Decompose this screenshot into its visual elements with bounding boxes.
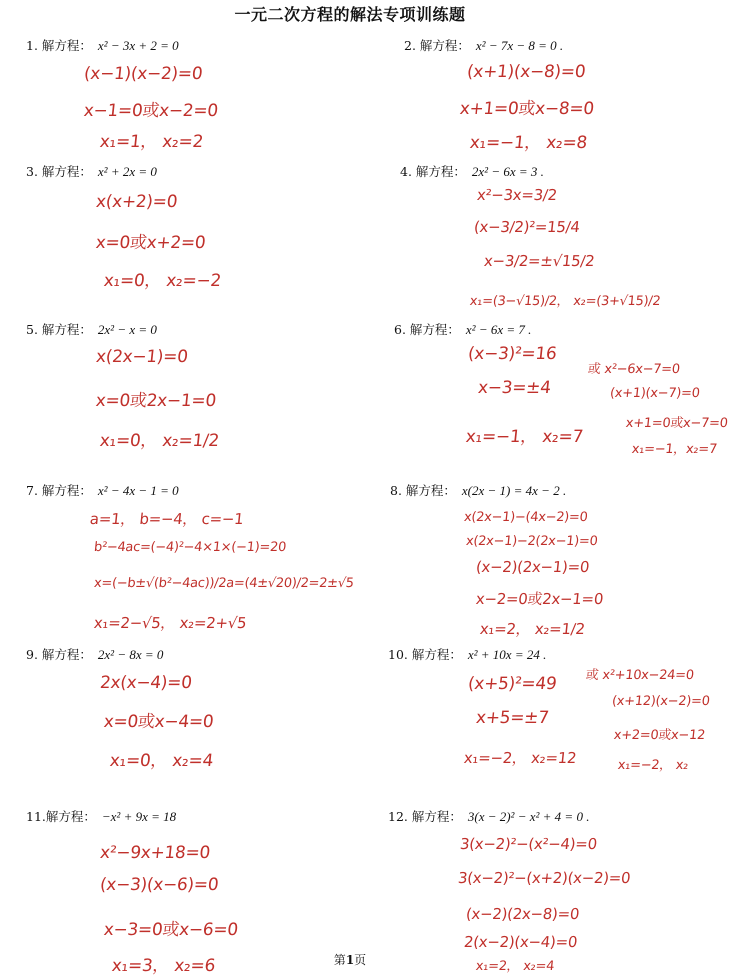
problem-label: 3. 解方程： — [26, 164, 92, 179]
handwritten-step: x−1=0或x−2=0 — [82, 101, 219, 121]
handwritten-step: a=1， b=−4， c=−1 — [89, 510, 245, 528]
handwritten-step: x₁=−2， x₂=12 — [463, 749, 578, 767]
problem-equation: x² + 2x = 0 — [97, 164, 157, 179]
handwritten-step: x+1=0或x−7=0 — [625, 416, 729, 431]
handwritten-step: (x−3)²=16 — [466, 344, 558, 364]
handwritten-step: x₁=(3−√15)/2， x₂=(3+√15)/2 — [469, 294, 662, 309]
handwritten-step: (x+12)(x−2)=0 — [611, 694, 711, 709]
problem-equation: x² + 10x = 24 . — [467, 647, 547, 662]
problem-6 — [394, 320, 531, 338]
handwritten-step: x₁=2， x₂=4 — [475, 959, 555, 974]
handwritten-step: 或 x²+10x−24=0 — [585, 668, 695, 683]
handwritten-step: x₁=−1， x₂=8 — [468, 133, 589, 153]
handwritten-step: 3(x−2)²−(x²−4)=0 — [459, 835, 598, 853]
handwritten-step: x₁=1， x₂=2 — [98, 132, 205, 152]
problem-5 — [26, 320, 157, 338]
handwritten-step: x+5=±7 — [474, 708, 550, 728]
handwritten-step: x₁=3， x₂=6 — [110, 956, 217, 976]
handwritten-step: (x−3)(x−6)=0 — [98, 875, 220, 895]
problem-equation: 2x² − 6x = 3 . — [471, 164, 544, 179]
handwritten-step: x−3=±4 — [476, 378, 552, 398]
problem-label: 8. 解方程： — [390, 483, 456, 498]
handwritten-step: x₁=−1， x₂=7 — [464, 427, 585, 447]
handwritten-step: x(2x−1)−(4x−2)=0 — [463, 510, 589, 525]
handwritten-step: x=0或x+2=0 — [94, 233, 207, 253]
problem-label: 6. 解方程： — [394, 322, 460, 337]
problem-4 — [400, 162, 544, 180]
handwritten-step: x(x+2)=0 — [94, 192, 179, 212]
problem-11 — [26, 807, 176, 825]
handwritten-step: x+1=0或x−8=0 — [458, 99, 595, 119]
page-title: 一元二次方程的解法专项训练题 — [234, 5, 466, 24]
handwritten-step: x₁=−2， x₂ — [617, 758, 689, 773]
problem-7 — [26, 481, 179, 499]
problem-12 — [388, 807, 589, 825]
problem-equation: x² − 6x = 7 . — [465, 322, 532, 337]
handwritten-step: x₁=0， x₂=1/2 — [98, 431, 221, 451]
handwritten-step: x(2x−1)=0 — [94, 347, 189, 367]
handwritten-step: x+2=0或x−12 — [613, 728, 706, 743]
handwritten-step: x=0或2x−1=0 — [94, 391, 217, 411]
problem-equation: 3(x − 2)² − x² + 4 = 0 . — [467, 809, 590, 824]
handwritten-step: (x−3/2)²=15/4 — [473, 218, 581, 236]
handwritten-step: (x−2)(2x−8)=0 — [465, 905, 581, 923]
problem-10 — [388, 645, 546, 663]
problem-equation: x² − 7x − 8 = 0 . — [475, 38, 564, 53]
page-number-value: 1 — [345, 953, 355, 967]
handwritten-step: (x−2)(2x−1)=0 — [475, 558, 591, 576]
problem-equation: 2x² − 8x = 0 — [97, 647, 164, 662]
problem-9 — [26, 645, 163, 663]
handwritten-step: (x+5)²=49 — [466, 674, 558, 694]
handwritten-step: x=(−b±√(b²−4ac))/2a=(4±√20)/2=2±√5 — [93, 576, 355, 591]
handwritten-step: x=0或x−4=0 — [102, 712, 215, 732]
handwritten-step: 2x(x−4)=0 — [98, 673, 193, 693]
problem-label: 12. 解方程： — [388, 809, 462, 824]
problem-3 — [26, 162, 157, 180]
handwritten-step: x−2=0或2x−1=0 — [475, 590, 605, 608]
problem-label: 11.解方程： — [26, 809, 96, 824]
handwritten-step: x₁=−1，x₂=7 — [631, 442, 718, 457]
handwritten-step: 2(x−2)(x−4)=0 — [463, 933, 579, 951]
handwritten-step: 或 x²−6x−7=0 — [587, 362, 681, 377]
problem-equation: −x² + 9x = 18 — [101, 809, 177, 824]
handwritten-step: x₁=2， x₂=1/2 — [479, 620, 586, 638]
handwritten-step: x−3=0或x−6=0 — [102, 920, 239, 940]
handwritten-step: x²−9x+18=0 — [98, 843, 211, 863]
handwritten-step: x₁=0， x₂=4 — [108, 751, 215, 771]
problem-label: 10. 解方程： — [388, 647, 462, 662]
problem-equation: x(2x − 1) = 4x − 2 . — [461, 483, 567, 498]
problem-equation: x² − 3x + 2 = 0 — [97, 38, 179, 53]
problem-label: 1. 解方程： — [26, 38, 92, 53]
problem-label: 5. 解方程： — [26, 322, 92, 337]
page-number: 第1页 — [333, 953, 367, 967]
handwritten-step: x₁=2−√5， x₂=2+√5 — [93, 614, 248, 632]
handwritten-step: (x+1)(x−7)=0 — [609, 386, 701, 401]
problem-label: 4. 解方程： — [400, 164, 466, 179]
handwritten-step: x₁=0， x₂=−2 — [102, 271, 223, 291]
handwritten-step: x²−3x=3/2 — [476, 186, 558, 204]
problem-label: 9. 解方程： — [26, 647, 92, 662]
problem-8 — [390, 481, 566, 499]
handwritten-step: x(2x−1)−2(2x−1)=0 — [465, 534, 599, 549]
problem-equation: 2x² − x = 0 — [97, 322, 157, 337]
problem-label: 2. 解方程： — [404, 38, 470, 53]
problem-label: 7. 解方程： — [26, 483, 92, 498]
handwritten-step: b²−4ac=(−4)²−4×1×(−1)=20 — [93, 540, 287, 555]
handwritten-step: (x+1)(x−8)=0 — [465, 62, 587, 82]
problem-2 — [404, 36, 563, 54]
handwritten-step: 3(x−2)²−(x+2)(x−2)=0 — [457, 869, 632, 887]
problem-1 — [26, 36, 179, 54]
problem-equation: x² − 4x − 1 = 0 — [97, 483, 179, 498]
handwritten-step: x−3/2=±√15/2 — [483, 252, 596, 270]
handwritten-step: (x−1)(x−2)=0 — [82, 64, 204, 84]
